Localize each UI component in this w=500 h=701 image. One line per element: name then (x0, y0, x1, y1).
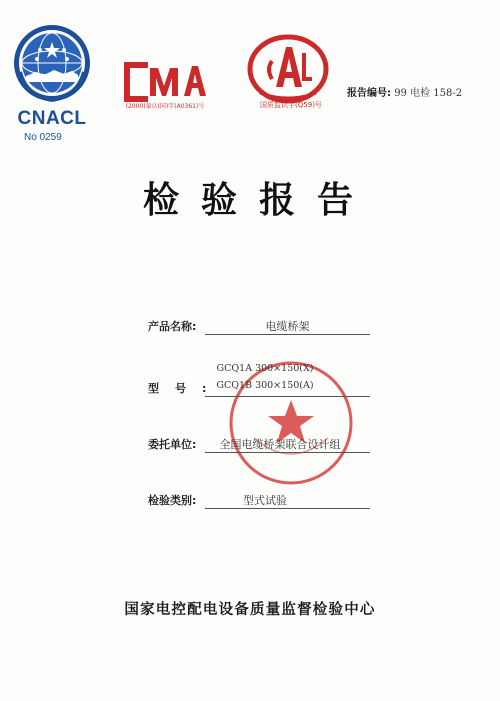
client-label: 委托单位: (148, 438, 197, 451)
report-number (347, 84, 462, 99)
cnacl-logo (12, 22, 92, 142)
model-underline (205, 396, 370, 397)
report-number-value: 99 电检 158-2 (394, 88, 463, 99)
product-name-value: 电缆桥架 (265, 320, 310, 333)
model-value-line1: GCQ1A 300×150(Ⅹ) (216, 363, 314, 374)
org-stamp-icon (226, 358, 356, 488)
inspection-type-underline (205, 508, 370, 509)
page-title: 检验报告 (142, 180, 375, 221)
cnacl-text: CNACL (17, 108, 87, 129)
report-number-label: 报告编号: (347, 88, 391, 99)
cal-caption: 国质监认字(Q59)号 (260, 101, 322, 109)
cnacl-number: No 0259 (24, 132, 62, 143)
inspection-type-value: 型式试验 (243, 494, 287, 507)
product-name-label: 产品名称: (148, 320, 197, 333)
client-value: 全国电缆桥架联合设计组 (219, 438, 341, 451)
footer-organization: 国家电控配电设备质量监督检验中心 (124, 602, 376, 618)
client-underline (205, 452, 370, 453)
cnacl-seal-icon (12, 22, 92, 104)
cal-mark-icon (246, 33, 330, 105)
inspection-type-label: 检验类别: (148, 494, 197, 507)
model-label: 型号: (148, 382, 223, 395)
model-value-line2: GCQ1B 300×150(A) (216, 380, 314, 391)
product-name-underline (205, 334, 370, 335)
cma-caption: (2000)量认(国)字(A0361)号 (125, 103, 205, 110)
